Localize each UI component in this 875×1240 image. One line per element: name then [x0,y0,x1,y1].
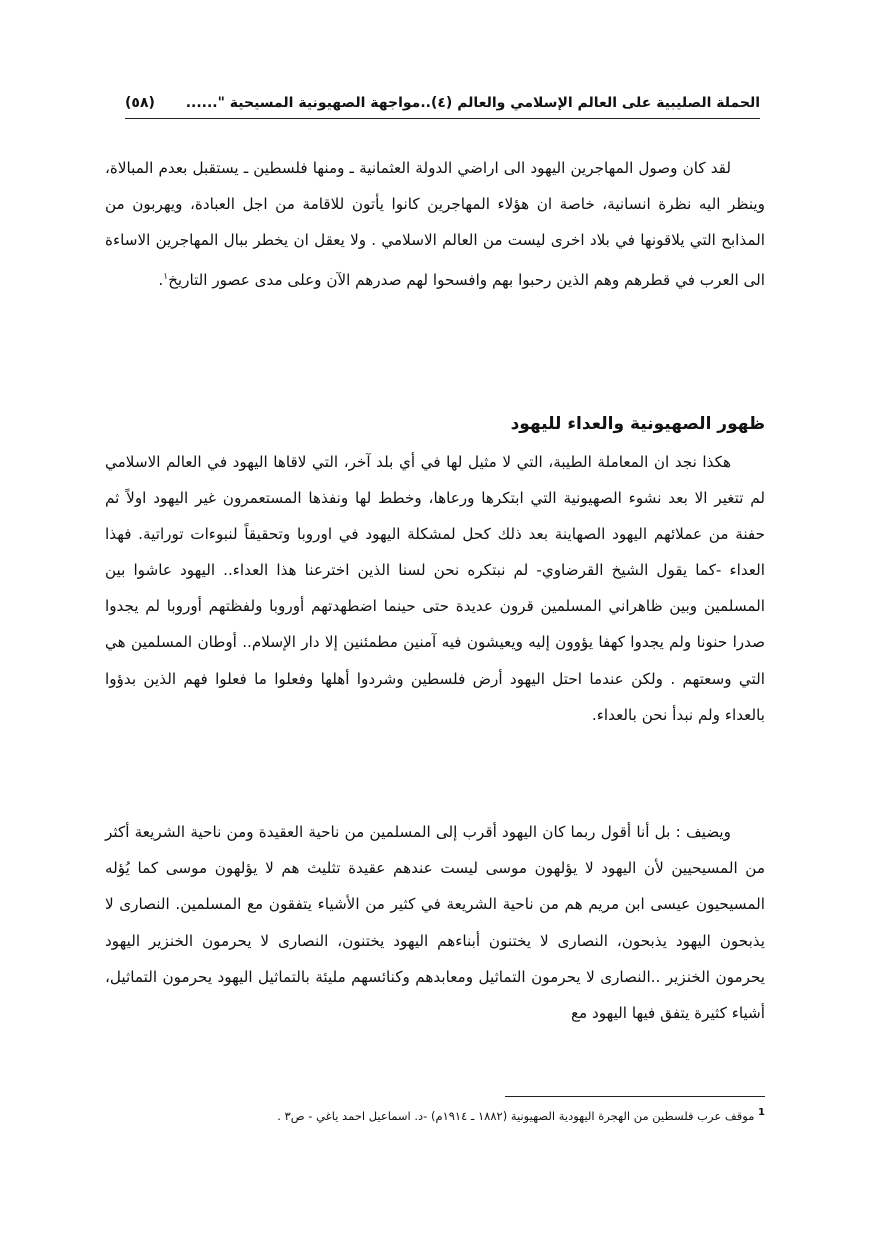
paragraph-1-end: . [158,270,164,289]
footnote-number: 1 [758,1107,765,1118]
running-header [125,88,760,119]
paragraph-2: هكذا نجد ان المعاملة الطيبة، التي لا مثيل لها في أي بلد آخر، التي لاقاها اليهود في العالم الاسلامي لم تتغير الا بعد نشوء الصهيونية التي ابتكرها ورعاها، وخطط لها ونفذها المستعمرون غير اليهود اولاً ثم حفنة من عملائهم اليهود الصهاينة بعد ذلك كحل لمشكلة اليهود في اوروبا وتحقيقاً لنبوءات توراتية. فهذا العداء -كما يقول الشيخ القرضاوي- لم نبتكره نحن لسنا الذين اخترعنا هذا العداء.. اليهود عاشوا بين المسلمين وبين ظاهراني المسلمين قرون عديدة حتى حينما اضطهدتهم أوروبا ولفظتهم أوروبا لم يجدوا صدرا حنونا ولم يجدوا كهفا يؤوون إليه ويعيشون فيه آمنين مطمئنين إلا دار الإسلام.. أوطان المسلمين هي التي وسعتهم . ولكن عندما احتل اليهود أرض فلسطين وشردوا أهلها وفعلوا ما فعلوا فهم الذين بدؤوا بالعداء ولم نبدأ نحن بالعداء. [105,453,765,724]
footnote-ref[interactable]: ١ [163,271,169,282]
header-title: الحملة الصليبية على العالم الإسلامي والعالم (٤)..مواجهة الصهيونية المسيحية "...... [185,95,760,111]
page-number: (٥٨) [125,95,155,111]
paragraph-3: ويضيف : بل أنا أقول ربما كان اليهود أقرب إلى المسلمين من ناحية العقيدة ومن ناحية الشريعة أكثر من المسيحيين لأن اليهود لا يؤلهون موسى ليست عندهم عقيدة تثليث هم لا يؤلهون موسى كما يُؤله المسيحيون عيسى ابن مريم هم من ناحية الشريعة في كثير من الأشياء يتفقون مع المسلمين. النصارى لا يذبحون اليهود يذبحون، النصارى لا يختنون أبناءهم اليهود يختنون، النصارى لا يحرمون الخنزير اليهود يحرمون الخنزير ..النصارى لا يحرمون التماثيل ومعابدهم وكنائسهم مليئة بالتماثيل اليهود يحرمون التماثيل، أشياء كثيرة يتفق فيها اليهود مع [105,823,765,1023]
section-heading: ظهور الصهيونية والعداء لليهود [510,414,765,434]
footnote-separator [505,1096,765,1097]
footnote [105,1102,765,1127]
paragraph-1-text: لقد كان وصول المهاجرين اليهود الى اراضي الدولة العثمانية ـ ومنها فلسطين ـ يستقبل بعدم المبالاة، وينظر اليه نظرة انسانية، خاصة ان هؤلاء المهاجرين كانوا يأتون للاقامة من اجل العبادة، ويهربون من المذابح التي يلاقونها في بلاد اخرى ليست من العالم الاسلامي . ولا يعقل ان يخطر ببال المهاجرين الاساءة الى العرب في قطرهم وهم الذين رحبوا بهم وافسحوا لهم صدرهم الآن وعلى مدى عصور التاريخ [105,159,765,289]
footnote-text: موقف عرب فلسطين من الهجرة اليهودية الصهيونية (١٨٨٢ ـ ١٩١٤م) -د. اسماعيل احمد ياغي - ص٣ . [277,1108,755,1123]
paragraph-1 [105,150,765,298]
